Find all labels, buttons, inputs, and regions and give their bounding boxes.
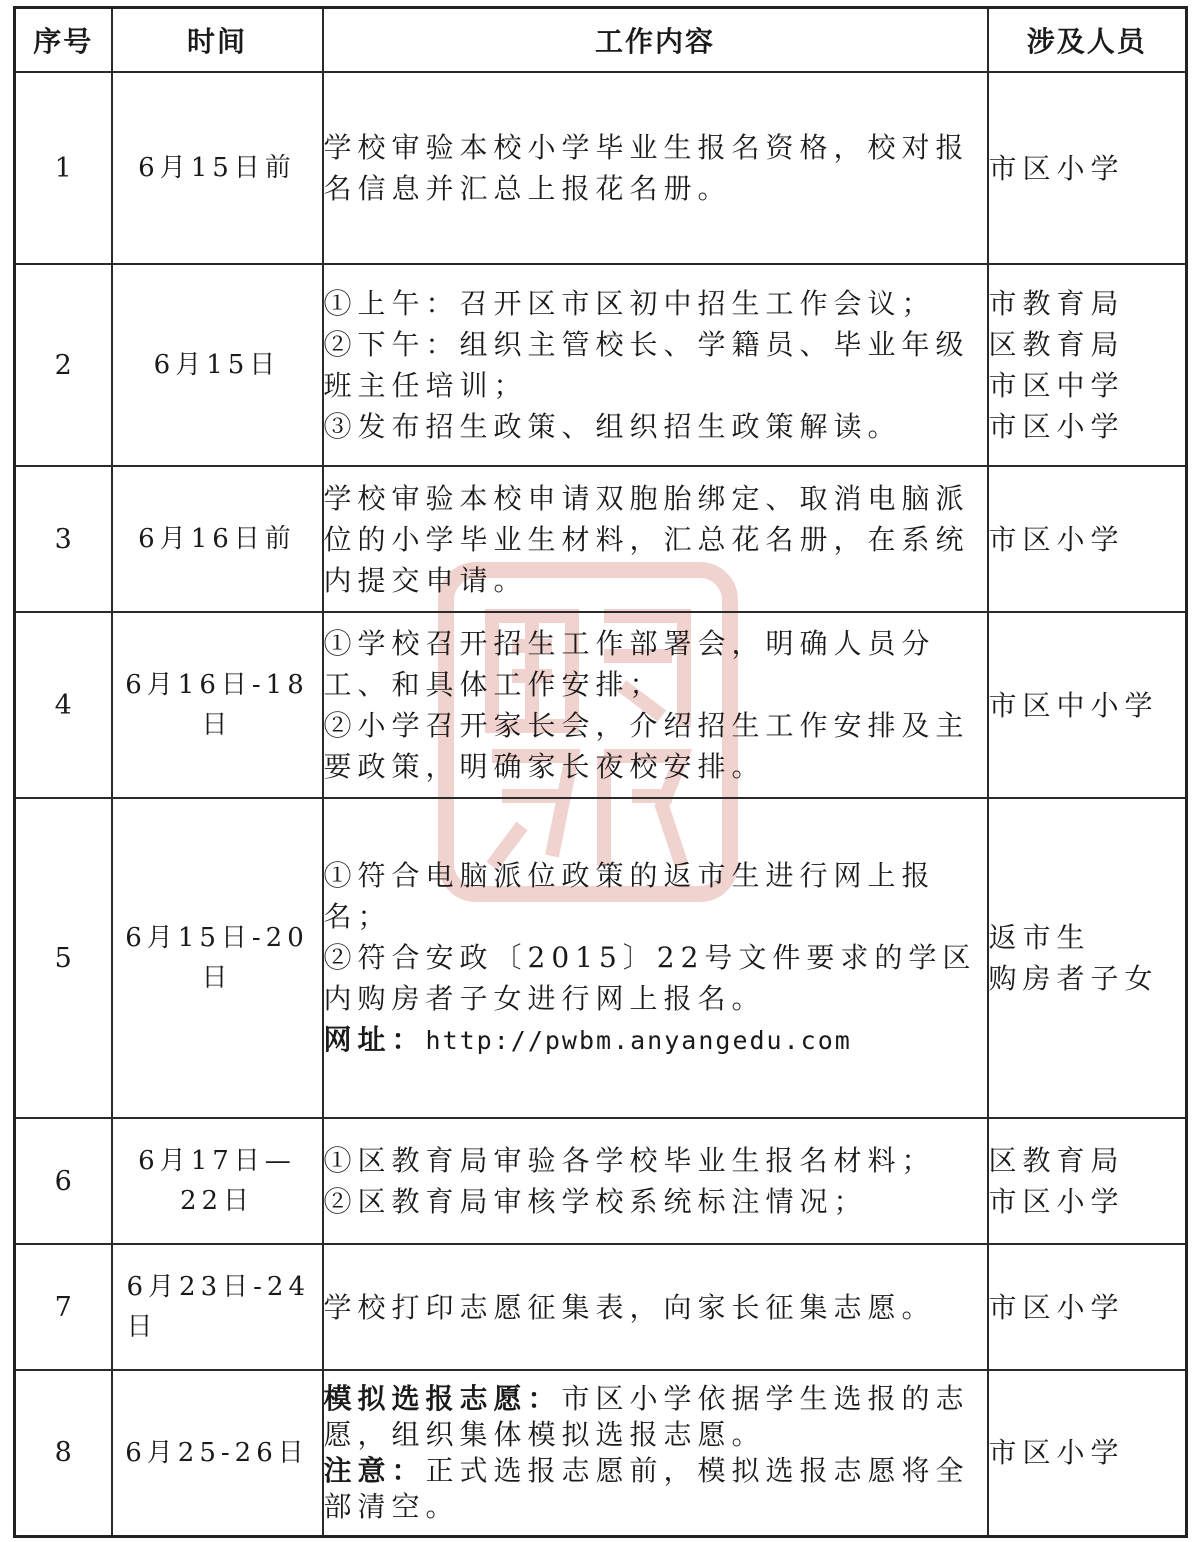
people-line: 区教育局 bbox=[988, 1144, 1125, 1177]
work-item: ①上午：召开区市区初中招生工作会议； bbox=[323, 287, 936, 320]
people-line: 购房者子女 bbox=[988, 962, 1159, 995]
header-people: 涉及人员 bbox=[988, 8, 1187, 73]
row-number: 3 bbox=[15, 466, 112, 612]
row-time bbox=[112, 264, 323, 466]
people-line: 区教育局 bbox=[988, 328, 1125, 361]
row-time bbox=[112, 798, 323, 1118]
table-row bbox=[15, 466, 1187, 612]
row-people bbox=[988, 612, 1187, 798]
work-item: ①区教育局审验各学校毕业生报名材料； bbox=[323, 1144, 936, 1177]
row-time bbox=[112, 612, 323, 798]
work-item bbox=[324, 1381, 987, 1453]
row-number: 8 bbox=[15, 1370, 112, 1536]
header-time: 时间 bbox=[112, 8, 323, 73]
row-work bbox=[323, 72, 988, 264]
simulation-label: 模拟选报志愿： bbox=[323, 1381, 562, 1415]
work-text: 学校审验本校申请双胞胎绑定、取消电脑派位的小学毕业生材料，汇总花名册，在系统内提交申请。 bbox=[323, 481, 970, 597]
people-line: 市区小学 bbox=[988, 1290, 1125, 1324]
people-line: 市区小学 bbox=[988, 151, 1125, 185]
people-line: 市区小学 bbox=[988, 522, 1125, 556]
simulation-text: 市区小学依据学生选报的志愿，组织集体模拟选报志愿。 bbox=[323, 1381, 970, 1451]
work-item: ①学校召开招生工作部署会，明确人员分工、和具体工作安排； bbox=[323, 627, 936, 701]
work-text: 学校审验本校小学毕业生报名资格，校对报名信息并汇总上报花名册。 bbox=[323, 131, 970, 205]
header-work: 工作内容 bbox=[323, 8, 988, 73]
row-people bbox=[988, 798, 1187, 1118]
people-line: 市教育局 bbox=[988, 287, 1125, 320]
time-line: 6月15日前 bbox=[138, 153, 296, 183]
work-item: ②区教育局审核学校系统标注情况； bbox=[323, 1185, 868, 1218]
row-time bbox=[112, 466, 323, 612]
row-number: 1 bbox=[15, 72, 112, 264]
time-line: 6月15日-20 bbox=[125, 923, 309, 953]
row-people bbox=[988, 1244, 1187, 1370]
row-people bbox=[988, 264, 1187, 466]
people-line: 市区中小学 bbox=[988, 688, 1159, 722]
schedule-table bbox=[13, 6, 1188, 1538]
row-time bbox=[112, 72, 323, 264]
row-people bbox=[988, 1118, 1187, 1244]
time-line: 6月16日前 bbox=[138, 524, 296, 554]
registration-url[interactable]: http://pwbm.anyangedu.com bbox=[425, 1026, 852, 1055]
time-line: 6月16日-18 bbox=[125, 670, 309, 700]
table-row bbox=[15, 1118, 1187, 1244]
row-work bbox=[323, 1118, 988, 1244]
work-item: ②符合安政〔2015〕22号文件要求的学区内购房者子女进行网上报名。 bbox=[323, 941, 977, 1015]
row-number: 4 bbox=[15, 612, 112, 798]
people-line: 市区小学 bbox=[988, 1436, 1125, 1470]
table-row bbox=[15, 798, 1187, 1118]
work-item: ②小学召开家长会，介绍招生工作安排及主要政策，明确家长夜校安排。 bbox=[323, 709, 970, 783]
time-line: 日 bbox=[201, 963, 233, 993]
row-number: 7 bbox=[15, 1244, 112, 1370]
time-line: 6月17日— bbox=[138, 1146, 296, 1176]
people-line: 市区中学 bbox=[988, 369, 1125, 402]
people-line: 返市生 bbox=[988, 921, 1091, 954]
people-line: 市区小学 bbox=[988, 1185, 1125, 1218]
table-row bbox=[15, 612, 1187, 798]
work-text: 学校打印志愿征集表，向家长征集志愿。 bbox=[323, 1290, 936, 1324]
row-people bbox=[988, 1370, 1187, 1536]
table-row bbox=[15, 1244, 1187, 1370]
row-number: 5 bbox=[15, 798, 112, 1118]
row-work bbox=[323, 466, 988, 612]
notice-label: 注意： bbox=[323, 1453, 426, 1487]
row-time bbox=[112, 1118, 323, 1244]
url-line bbox=[324, 1019, 987, 1061]
table-header-row bbox=[15, 8, 1187, 73]
header-no: 序号 bbox=[15, 8, 112, 73]
row-work bbox=[323, 612, 988, 798]
row-work bbox=[323, 264, 988, 466]
row-work bbox=[323, 1244, 988, 1370]
row-number: 2 bbox=[15, 264, 112, 466]
work-item: ③发布招生政策、组织招生政策解读。 bbox=[323, 410, 902, 443]
row-people bbox=[988, 72, 1187, 264]
work-item bbox=[324, 1453, 987, 1525]
people-line: 市区小学 bbox=[988, 410, 1125, 443]
url-label: 网址： bbox=[323, 1023, 426, 1056]
work-item: ①符合电脑派位政策的返市生进行网上报名； bbox=[323, 859, 936, 933]
time-line: 日 bbox=[126, 1312, 158, 1342]
row-time bbox=[112, 1370, 323, 1536]
row-work bbox=[323, 798, 988, 1118]
row-people bbox=[988, 466, 1187, 612]
row-number: 6 bbox=[15, 1118, 112, 1244]
time-line: 日 bbox=[201, 710, 233, 740]
row-work bbox=[323, 1370, 988, 1536]
table-row bbox=[15, 1370, 1187, 1536]
table-row bbox=[15, 264, 1187, 466]
time-line: 6月25-26日 bbox=[125, 1437, 309, 1468]
table-row bbox=[15, 72, 1187, 264]
time-line: 22日 bbox=[179, 1186, 255, 1216]
time-line: 6月23日-24 bbox=[126, 1272, 310, 1302]
work-item: ②下午：组织主管校长、学籍员、毕业年级班主任培训； bbox=[323, 328, 970, 402]
row-time bbox=[112, 1244, 323, 1370]
time-line: 6月15日 bbox=[153, 350, 281, 380]
notice-text: 正式选报志愿前，模拟选报志愿将全部清空。 bbox=[323, 1453, 970, 1523]
